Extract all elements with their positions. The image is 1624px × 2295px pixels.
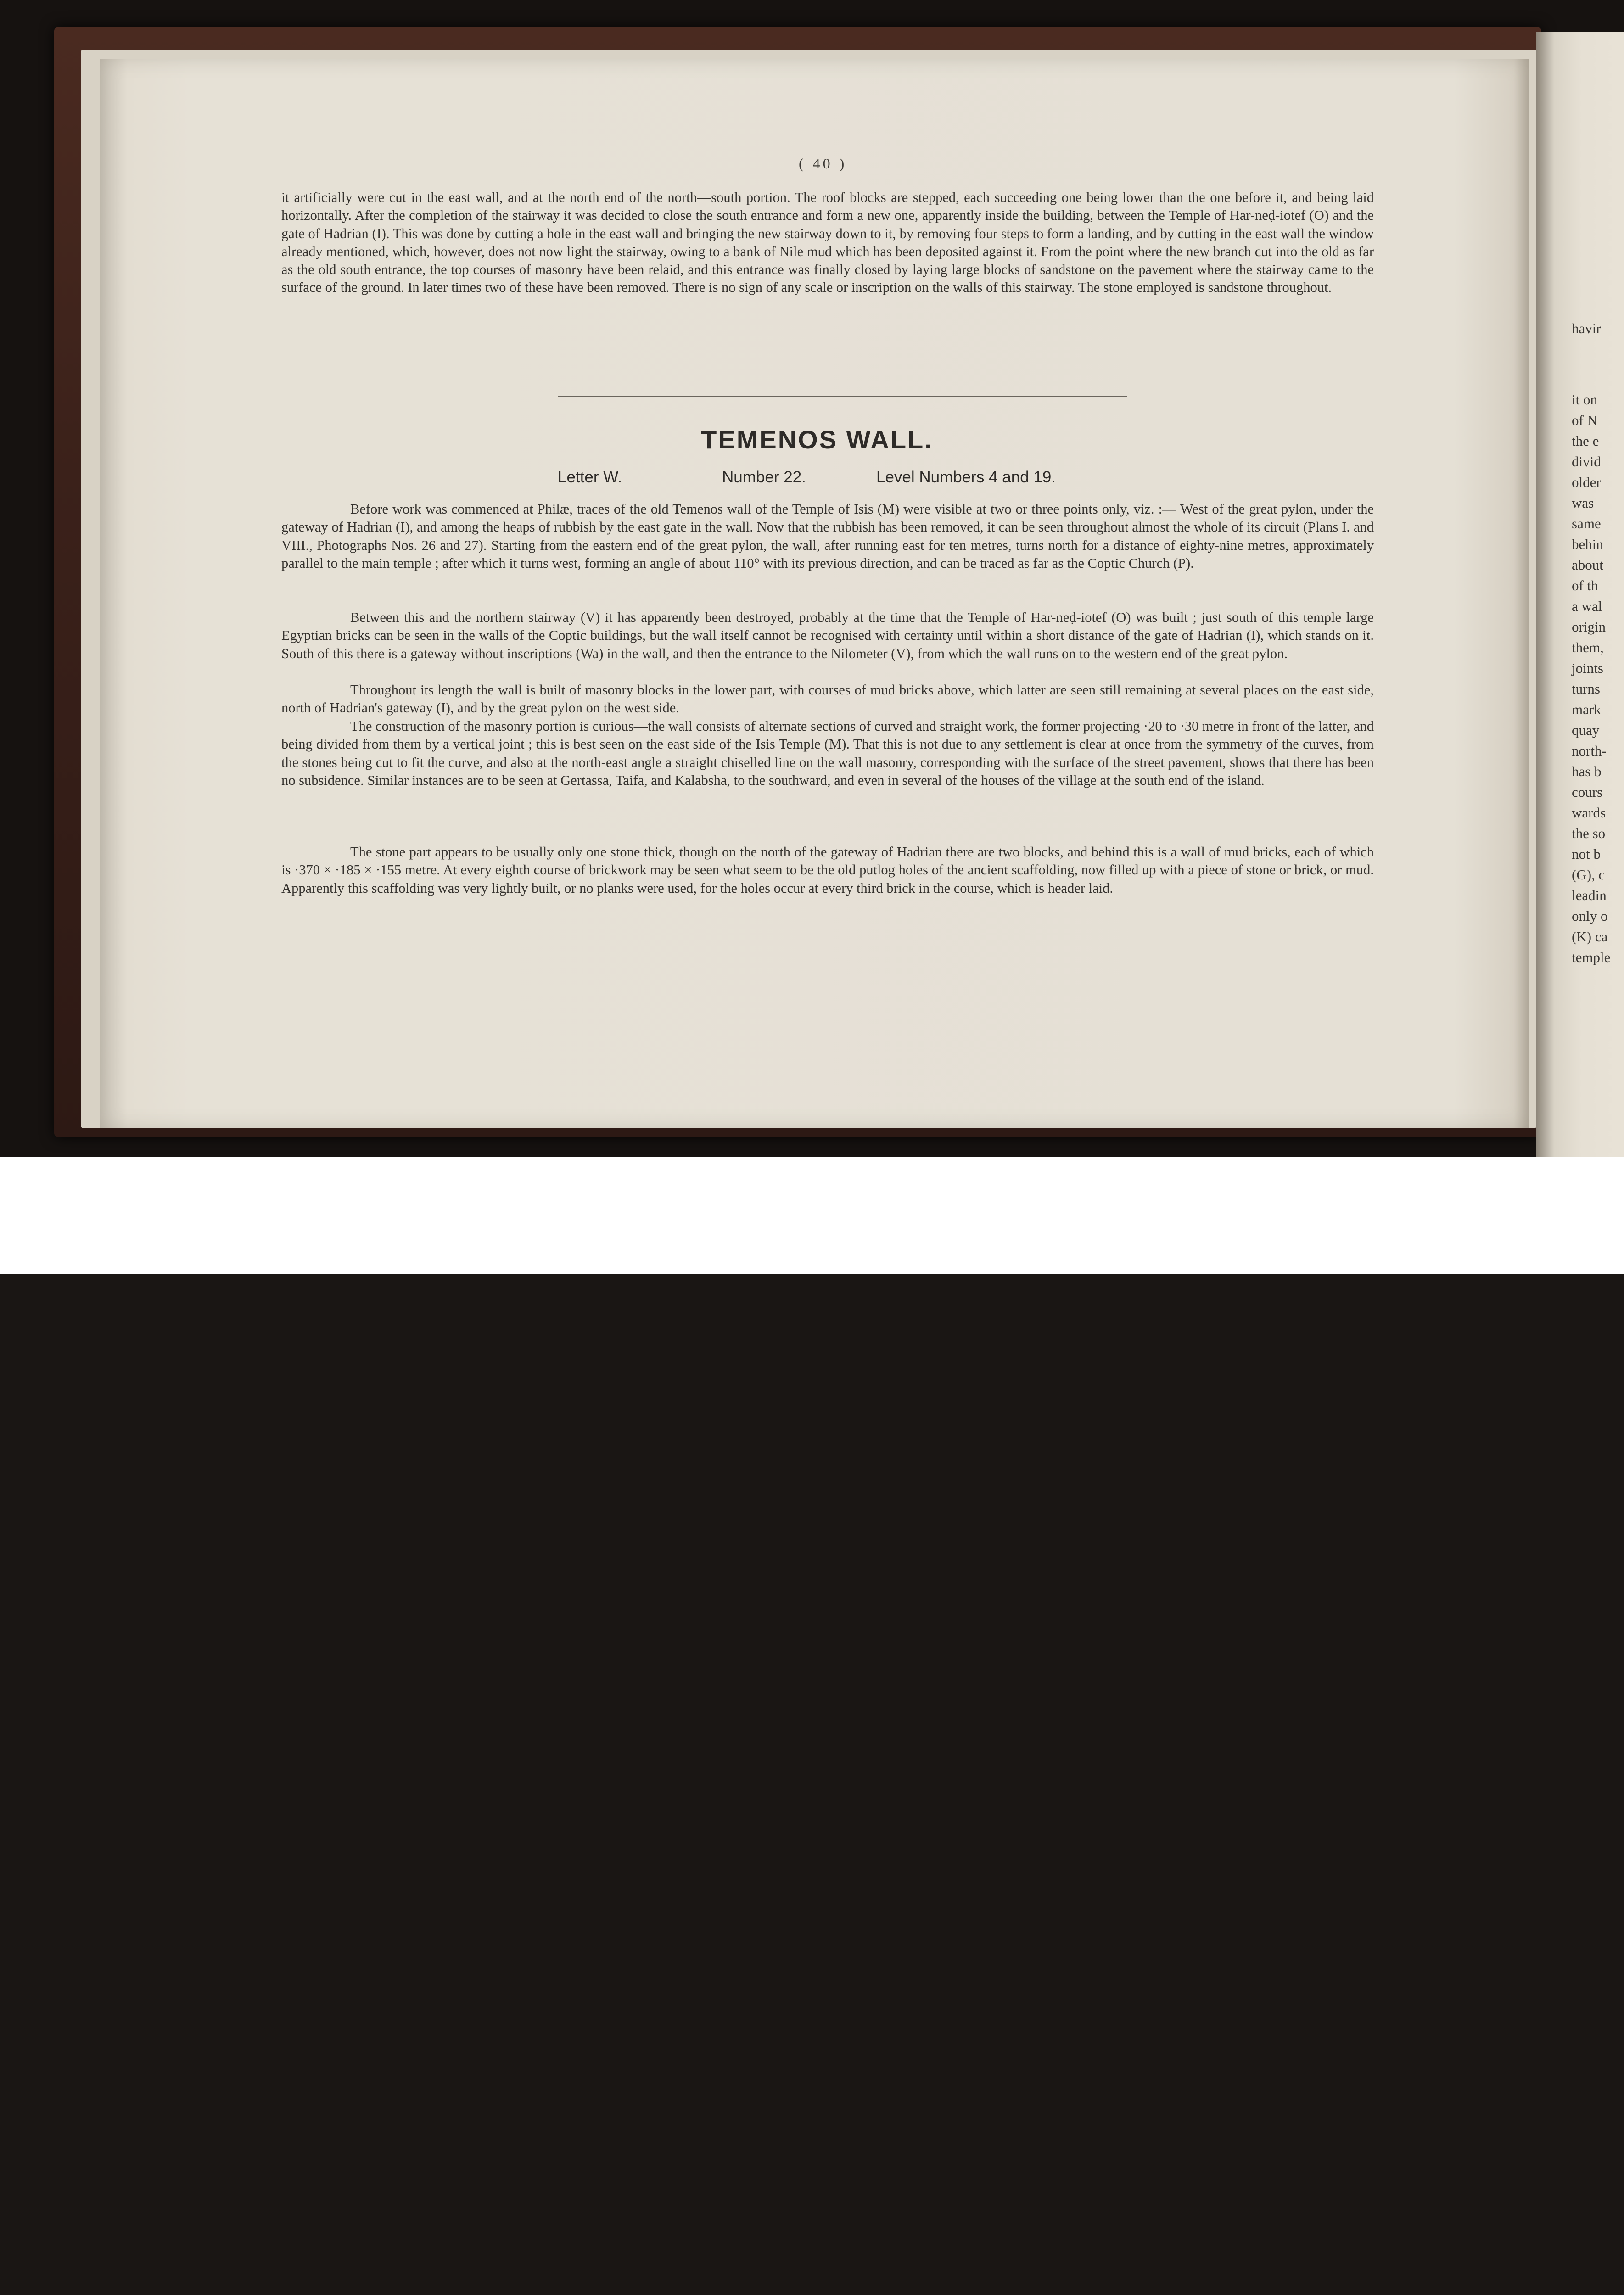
right-page-text-fragment: them, xyxy=(1572,639,1604,655)
subheading-letter: Letter W. xyxy=(558,468,622,486)
section-divider xyxy=(558,396,1127,397)
right-page-text-fragment: leadin xyxy=(1572,887,1607,903)
right-page-text-fragment: the e xyxy=(1572,433,1599,449)
right-page-text-fragment: temple xyxy=(1572,949,1611,965)
right-page-text-fragment: divid xyxy=(1572,453,1601,470)
section-heading: TEMENOS WALL. xyxy=(701,425,933,454)
right-page-text-fragment: the so xyxy=(1572,825,1606,841)
right-page-text-fragment: same xyxy=(1572,515,1601,532)
right-page-text-fragment: not b xyxy=(1572,846,1601,862)
right-page-text-fragment: of N xyxy=(1572,412,1597,428)
right-page-edge xyxy=(1536,32,1624,1157)
right-page-text-fragment: wards xyxy=(1572,805,1606,821)
right-page-text-fragment: only o xyxy=(1572,908,1608,924)
right-page-text-fragment: has b xyxy=(1572,763,1602,779)
right-page-text-fragment: havir xyxy=(1572,320,1601,336)
right-page-text-fragment: (G), c xyxy=(1572,867,1605,883)
right-page-text-fragment: was xyxy=(1572,495,1594,511)
page-number: ( 40 ) xyxy=(799,155,847,172)
right-page-text-fragment: turns xyxy=(1572,681,1600,697)
right-page-text-fragment: it on xyxy=(1572,392,1597,408)
right-page-text-fragment: about xyxy=(1572,557,1603,573)
right-page-text-fragment: (K) ca xyxy=(1572,929,1608,945)
right-page-text-fragment: behin xyxy=(1572,536,1603,552)
intro-paragraph: it artificially were cut in the east wall, and at the north end of the north—south portion. The roof blocks are stepped, each succeeding one being lower than the one before it, and being laid horizontally. After the completion of the stairway it was decided to close the south entrance and form a new one, apparently inside the building, between the Temple of Har-neḍ-iotef (O) and the gate of Hadrian (I). This was done by cutting a hole in the east wall and bringing the new stairway down to it, by removing four steps to form a landing, and by cutting in the east wall the window already mentioned, which, however, does not now light the stairway, owing to a bank of Nile mud which has been deposited against it. From the point where the new branch cut into the old as far as the old south entrance, the top courses of masonry have been relaid, and this entrance was finally closed by laying large blocks of sandstone on the pavement where the stairway came to the surface of the ground. In later times two of these have been removed. There is no sign of any scale or inscription on the walls of this stairway. The stone employed is sandstone throughout. xyxy=(281,190,1374,296)
subheading-levels: Level Numbers 4 and 19. xyxy=(876,468,1056,486)
right-page-text-fragment: quay xyxy=(1572,722,1600,738)
right-page-text-fragment: of th xyxy=(1572,577,1598,593)
right-page-text-fragment: cours xyxy=(1572,784,1603,800)
right-page-text-fragment: a wal xyxy=(1572,598,1602,614)
right-page-text-fragment: north- xyxy=(1572,743,1607,759)
body-paragraph: The construction of the masonry portion is curious—the wall consists of alternate sections of curved and straight work, the former projecting ·20 to ·30 metre in front of the latter, and being divided from them by a vertical joint ; this is best seen on the east side of the Isis Temple (M). That this is not due to any settlement is clear at once from the symmetry of the curves, from the stones being cut to fit the curve, and also at the north-east angle a straight chiselled line on the wall masonry, corresponding with the surface of the street pavement, shows that there has been no subsidence. Similar instances are to be seen at Gertassa, Taifa, and Kalabsha, to the southward, and even in several of the houses of the village at the south end of the island. xyxy=(281,718,1374,788)
subheading-number: Number 22. xyxy=(722,468,806,486)
body-paragraph: Throughout its length the wall is built of masonry blocks in the lower part, with courses of mud bricks above, which latter are seen still remaining at several places on the east side, north of Hadrian's gateway (I), and by the great pylon on the west side. xyxy=(281,682,1374,716)
right-page-text-fragment: mark xyxy=(1572,701,1601,717)
footer-bar xyxy=(0,1157,1624,1274)
body-paragraph: Before work was commenced at Philæ, traces of the old Temenos wall of the Temple of Isis (M) were visible at two or three points only, viz. :— West of the great pylon, under the gateway of Hadrian (I), and among the heaps of rubbish by the east gate in the wall. Now that the rubbish has been removed, it can be seen throughout almost the whole of its circuit (Plans I. and VIII., Photographs Nos. 26 and 27). Starting from the eastern end of the great pylon, the wall, after running east for ten metres, turns north for a distance of eighty-nine metres, approximately parallel to the main temple ; after which it turns west, forming an angle of about 110° with its previous direction, and can be traced as far as the Coptic Church (P). xyxy=(281,501,1374,571)
right-page-text-fragment: origin xyxy=(1572,619,1606,635)
body-paragraph: Between this and the northern stairway (V) it has apparently been destroyed, probably at the time that the Temple of Har-neḍ-iotef (O) was built ; just south of this temple large Egyptian bricks can be seen in the walls of the Coptic buildings, but the wall itself cannot be recognised with certainty until within a short distance of the gate of Hadrian (I), which stands on it. South of this there is a gateway without inscriptions (Wa) in the wall, and then the entrance to the Nilometer (V), from which the wall runs on to the western end of the great pylon. xyxy=(281,610,1374,661)
body-paragraph: The stone part appears to be usually only one stone thick, though on the north of the gateway of Hadrian there are two blocks, and behind this is a wall of mud bricks, each of which is ·370 × ·185 × ·155 metre. At every eighth course of brickwork may be seen what seem to be the old putlog holes of the ancient scaffolding, now filled up with a piece of stone or brick, or mud. Apparently this scaffolding was very lightly built, or no planks were used, for the holes occur at every third brick in the course, which is header laid. xyxy=(281,844,1374,896)
right-page-text-fragment: older xyxy=(1572,474,1601,490)
right-page-text-fragment: joints xyxy=(1572,660,1603,676)
